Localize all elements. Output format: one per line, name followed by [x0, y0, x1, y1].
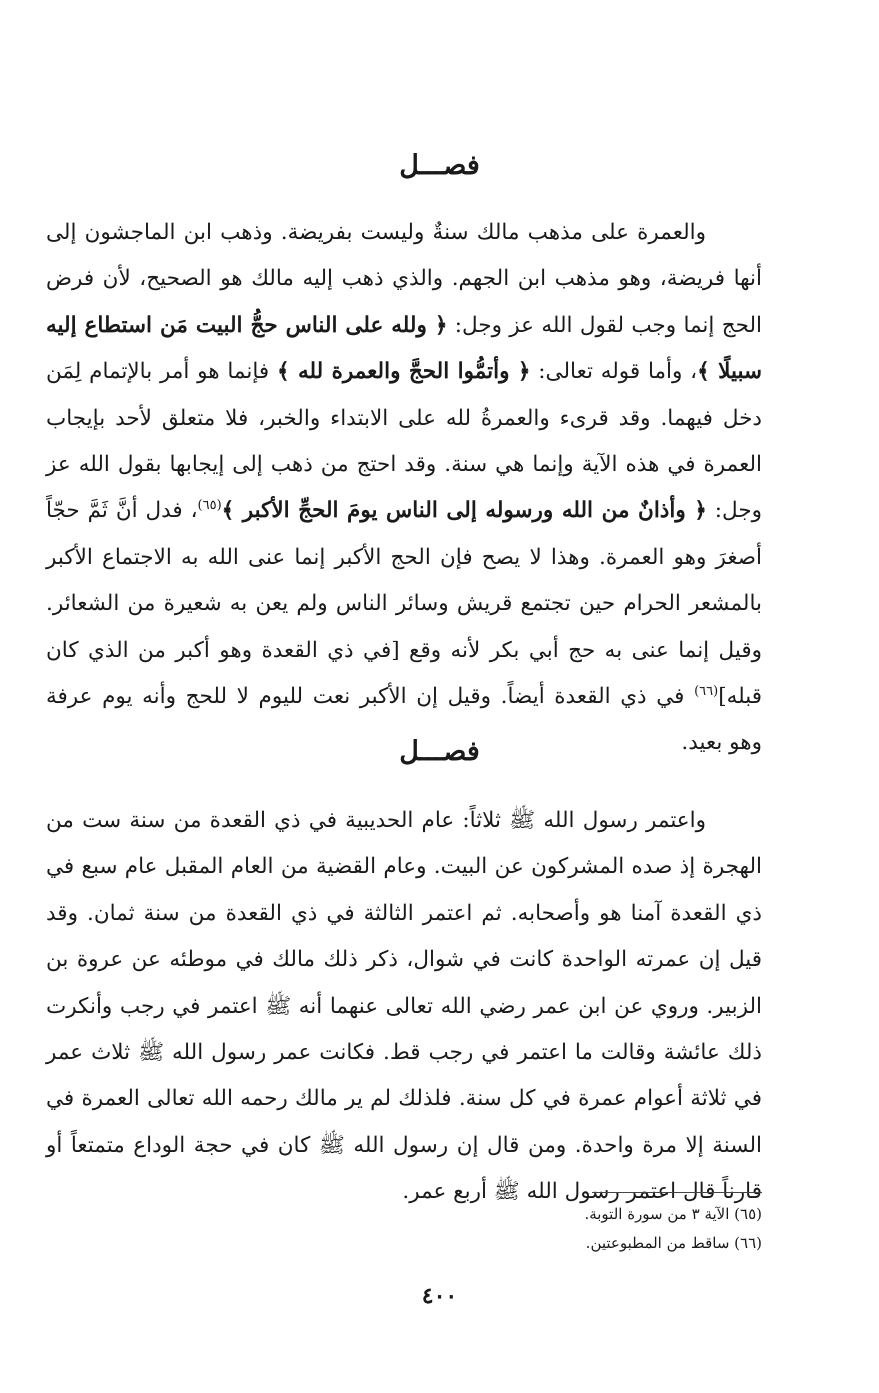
paragraph-text: في ذي القعدة أيضاً. وقيل إن الأكبر نعت لليوم لا للحج وأنه يوم عرفة وهو بعيد. — [46, 684, 762, 756]
paragraph-text: واعتمر رسول الله ﷺ ثلاثاً: عام الحديبية في ذي القعدة من سنة ست من الهجرة إذ صده المشركون عن البيت. وعام القضية من العام المقبل عام سبع في ذي القعدة آمنا هو وأصحابه. ثم اعتمر الثالثة في ذي القعدة من سنة ثمان. وقد قيل إن عمرته الواحدة كانت في شوال، ذكر ذلك مالك في موطئه عن عروة بن الزبير. وروي عن ابن عمر رضي الله تعالى عنهما أنه ﷺ اعتمر في رجب وأنكرت ذلك عائشة وقالت ما اعتمر في رجب قط. فكانت عمر رسول الله ﷺ ثلاث عمر في ثلاثة أعوام عمرة في كل سنة. فلذلك لم ير مالك رحمه الله تعالى العمرة في السنة إلا مرة واحدة. ومن قال إن رسول الله ﷺ كان في حجة الوداع متمتعاً أو قارناً قال اعتمر رسول الله ﷺ أربع عمر. — [46, 808, 762, 1205]
footnote-marker: (٦٥) — [197, 498, 222, 514]
quran-quote: ﴿ ولله على الناس حجُّ البيت مَن استطاع إليه سبيلًا ﴾ — [46, 312, 762, 385]
section-heading: فصـــل — [399, 150, 480, 181]
section-2-paragraph — [46, 798, 762, 1216]
paragraph-text: فإنما هو أمر بالإتمام لِمَن دخل فيهما. وقد قرىء والعمرةُ لله على الابتداء والخبر، فلا متعلق لأحد بإيجاب العمرة في هذه الآية وإنما هي سنة. وقد احتج من ذهب إلى إيجابها بقول الله عز وجل: — [46, 359, 762, 524]
quran-quote: ﴿ وأذانٌ من الله ورسوله إلى الناس يومَ الحجِّ الأكبر ﴾ — [221, 498, 707, 524]
footnotes-list — [122, 1200, 762, 1258]
page-number: ٤٠٠ — [421, 1283, 458, 1309]
footnote-marker: (٦٦) — [694, 683, 719, 699]
footnote: (٦٥) الآية ٣ من سورة التوبة. — [584, 1205, 762, 1223]
quran-quote: ﴿ وأتمُّوا الحجَّ والعمرة لله ﴾ — [276, 359, 531, 385]
section-heading: فصـــل — [399, 736, 480, 767]
footnote-divider — [592, 1192, 762, 1193]
paragraph-text: ، فدل أنَّ ثَمَّ حجّاً أصغرَ وهو العمرة. وهذا لا يصح فإن الحج الأكبر إنما عنى الله به الاجتماع الأكبر بالمشعر الحرام حين تجتمع قريش وسائر الناس ولم يعن به شعيرة من الشعائر. وقيل إنما عنى به حج أبي بكر لأنه وقع [في ذي القعدة وهو أكبر من الذي كان قبله] — [46, 498, 762, 710]
paragraph-text: والعمرة على مذهب مالك سنةٌ وليست بفريضة. وذهب ابن الماجشون إلى أنها فريضة، وهو مذهب ابن الجهم. والذي ذهب إليه مالك هو الصحيح، لأن فرض الحج إنما وجب لقول الله عز وجل: — [46, 220, 762, 338]
section-1-paragraph — [46, 210, 762, 767]
paragraph-text: ، وأما قوله تعالى: — [530, 359, 698, 385]
footnote: (٦٦) ساقط من المطبوعتين. — [585, 1234, 762, 1252]
